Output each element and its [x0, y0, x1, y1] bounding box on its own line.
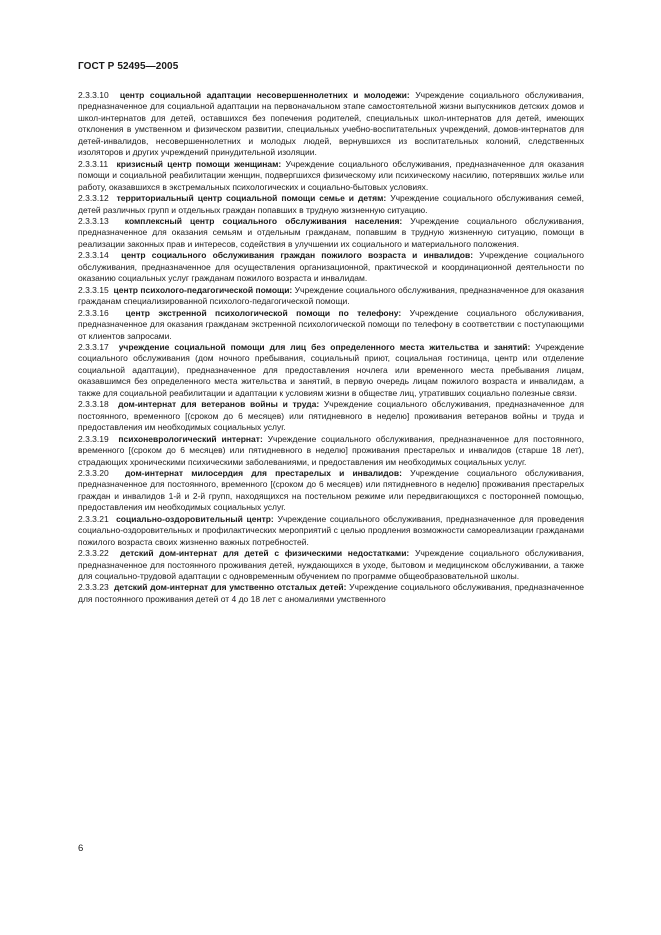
- entry-2-3-3-10: [78, 90, 584, 159]
- entry-definition: Учреждение социального обслуживания, предназначенное для постоянного проживания детей от 4 до 18 лет с аномалиями умственного: [78, 582, 584, 604]
- entry-2-3-3-17: [78, 342, 584, 399]
- page-number: 6: [78, 843, 84, 854]
- entry-term: территориальный центр социальной помощи семье и детям:: [116, 193, 387, 204]
- entry-term: центр психолого-педагогической помощи:: [113, 284, 293, 295]
- entry-number: 2.3.3.15: [78, 284, 109, 295]
- entry-number: 2.3.3.18: [78, 399, 109, 410]
- entry-number: 2.3.3.22: [78, 548, 109, 559]
- entry-term: учреждение социальной помощи для лиц без определенного места жительства и занятий:: [118, 341, 531, 352]
- entry-2-3-3-22: [78, 548, 584, 582]
- entry-2-3-3-15: [78, 285, 584, 308]
- entry-number: 2.3.3.11: [78, 158, 109, 169]
- entry-number: 2.3.3.16: [78, 307, 109, 318]
- entry-definition: Учреждение социального обслуживания, предназначенное для оказания помощи и социальной реабилитации женщин, подвергшихся физическому или психическому насилию, потерявших жилье или работу, оказавшихся в экстремальных психологических и социально-бытовых условиях.: [78, 158, 584, 192]
- entry-term: центр социальной адаптации несовершеннолетних и молодежи:: [119, 90, 410, 100]
- entry-2-3-3-19: [78, 434, 584, 468]
- entry-term: центр социального обслуживания граждан пожилого возраста и инвалидов:: [121, 250, 474, 261]
- entry-definition: Учреждение социального обслуживания (дом ночного пребывания, социальный приют, социальная гостиница, центр или отделение социальной адаптации), предназначенное для предоставления ночлега или временного места пребывания лицам, оказавшимся без определенного места жительства и занятий, в первую очередь лицам пожилого возраста и инвалидам, а также для социальной реабилитации и адаптации к условиям жизни в обществе лиц, утративших социально полезные связи.: [78, 341, 584, 398]
- entry-number: 2.3.3.21: [78, 513, 109, 524]
- entry-2-3-3-11: [78, 159, 584, 193]
- entry-definition: Учреждение социального обслуживания, предназначенное для проведения социально-оздоровительных и профилактических мероприятий с целью продления возможности самореализации гражданами пожилого возраста своих жизненно важных потребностей.: [78, 513, 584, 547]
- entry-definition: Учреждение социального обслуживания, предназначенное для постоянного, временного [(сроком до 6 месяцев) или пятидневного в неделю] проживания ветеранов войны и труда и предоставления им необходимых социальных услуг.: [78, 399, 584, 433]
- entry-2-3-3-23: [78, 582, 584, 605]
- entry-definition: Учреждение социального обслуживания, предназначенное для оказания гражданам специализированной психолого-педагогической помощи.: [78, 284, 584, 307]
- entry-definition: Учреждение социального обслуживания, предназначенное для осуществления организационной, практической и координационной деятельности по оказанию социальных услуг гражданам пожилого возраста и инвалидам.: [78, 250, 584, 284]
- definitions-list: [78, 90, 584, 605]
- entry-term: центр экстренной психологической помощи по телефону:: [125, 307, 402, 318]
- entry-number: 2.3.3.13: [78, 215, 109, 226]
- entry-2-3-3-12: [78, 193, 584, 216]
- entry-definition: Учреждение социального обслуживания, предназначенное для постоянного, временного [(сроком до 6 месяцев) или пятидневного в неделю] проживания престарелых граждан и инвалидов 1-й и 2-й групп, находящихся на постельном режиме или передвигающихся с посторонней помощью, предоставления им необходимых социальных услуг.: [78, 467, 584, 513]
- entry-number: 2.3.3.12: [78, 193, 109, 204]
- entry-number: 2.3.3.19: [78, 433, 109, 444]
- entry-definition: Учреждение социального обслуживания, предназначенное для социальной адаптации на первоначальном этапе самостоятельной жизни выпускников детских домов и школ-интернатов для детей, оставшихся без попечения родителей, специальных школ-интернатов для детей, имеющих отклонения в умственном и физическом развитии, специальных учебно-воспитательных учреждений, домов-интернатов для детей-инвалидов, несовершеннолетних и молодых людей, вернувшихся из воспитательных колоний, следственных изоляторов и других учреждений принудительной изоляции.: [78, 90, 584, 158]
- entry-2-3-3-16: [78, 308, 584, 342]
- entry-definition: Учреждение социального обслуживания семей, детей различных групп и отдельных граждан попавших в трудную жизненную ситуацию.: [78, 193, 584, 215]
- entry-definition: Учреждение социального обслуживания, предназначенное для постоянного, временного [(сроком до 6 месяцев) или пятидневного в неделю] проживания престарелых и инвалидов (старше 18 лет), страдающих хроническими психическими заболеваниями, и предоставления им необходимых социальных услуг.: [78, 433, 584, 467]
- entry-term: дом-интернат для ветеранов войны и труда:: [118, 399, 320, 410]
- entry-term: комплексный центр социального обслуживания населения:: [124, 215, 403, 226]
- entry-number: 2.3.3.20: [78, 467, 109, 478]
- entry-term: дом-интернат милосердия для престарелых и инвалидов:: [125, 467, 402, 478]
- entry-number: 2.3.3.23: [78, 582, 109, 593]
- entry-2-3-3-21: [78, 514, 584, 548]
- entry-term: социально-оздоровительный центр:: [116, 513, 274, 524]
- standard-header: ГОСТ Р 52495—2005: [78, 61, 179, 72]
- entry-number: 2.3.3.17: [78, 341, 109, 352]
- entry-2-3-3-14: [78, 250, 584, 284]
- entry-term: детский дом-интернат для умственно отсталых детей:: [114, 582, 347, 593]
- entry-definition: Учреждение социального обслуживания, предназначенное для оказания семьям и отдельным гражданам, попавшим в трудную жизненную ситуацию, помощи в реализации законных прав и интересов, содействия в улучшении их социального и материального положения.: [78, 215, 584, 249]
- entry-2-3-3-20: [78, 468, 584, 514]
- entry-definition: Учреждение социального обслуживания, предназначенное для оказания гражданам экстренной психологической помощи по телефону в соответствии с поступающими от клиентов запросами.: [78, 307, 584, 341]
- entry-definition: Учреждение социального обслуживания, предназначенное для постоянного проживания детей, нуждающихся в уходе, бытовом и медицинском обслуживании, а также для социально-трудовой адаптации с одновременным обучением по программе общеобразовательной школы.: [78, 548, 584, 582]
- entry-term: кризисный центр помощи женщинам:: [116, 158, 282, 169]
- entry-term: детский дом-интернат для детей с физическими недостатками:: [120, 548, 410, 559]
- entry-number: 2.3.3.10: [78, 90, 109, 100]
- entry-number: 2.3.3.14: [78, 250, 109, 261]
- entry-term: психоневрологический интернат:: [118, 433, 263, 444]
- entry-2-3-3-18: [78, 399, 584, 433]
- entry-2-3-3-13: [78, 216, 584, 250]
